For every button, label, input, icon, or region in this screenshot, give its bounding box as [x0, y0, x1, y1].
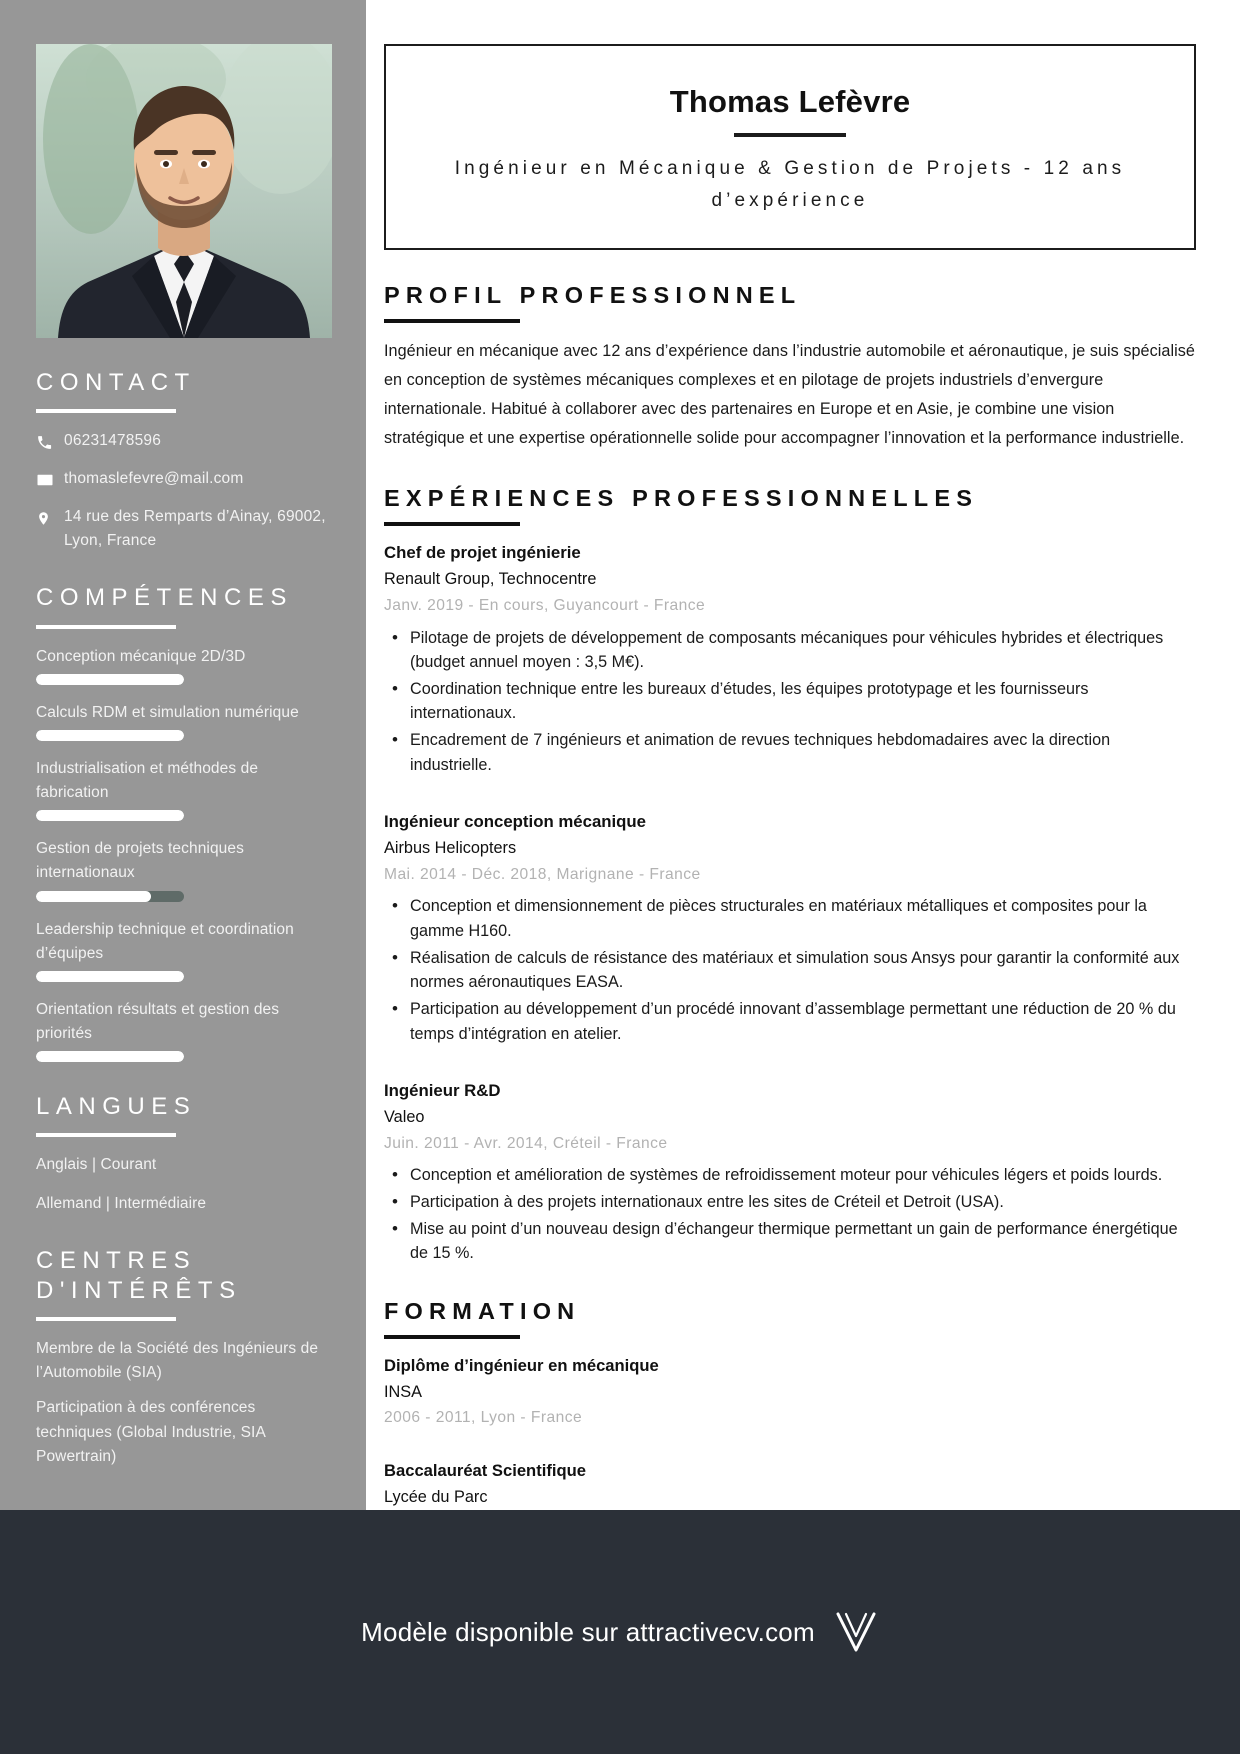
job-bullet: • Participation au développement d’un procédé innovant d’assemblage permettant une réduction de 20 % du temps d’intégration en atelier. — [384, 997, 1196, 1046]
education-heading: FORMATION — [384, 1297, 581, 1324]
main-content — [366, 0, 1240, 1510]
envelope-icon — [36, 469, 64, 491]
skill-level-fill — [36, 891, 151, 902]
skill-item — [36, 701, 330, 741]
profile-heading: PROFIL PROFESSIONNEL — [384, 281, 802, 308]
education-dates-location: 2006 - 2011, Lyon - France — [384, 1409, 583, 1427]
education-heading-rule — [384, 1335, 520, 1339]
footer-banner — [0, 1510, 1240, 1754]
skill-label: Leadership technique et coordination d’équipes — [36, 920, 294, 962]
contact-phone[interactable] — [36, 429, 330, 453]
job-bullet: • Pilotage de projets de développement de composants mécaniques pour véhicules hybrides et électriques (budget annuel moyen : 3,5 M€). — [384, 626, 1196, 675]
job-dates-location: Janv. 2019 - En cours, Guyancourt - France — [384, 597, 706, 615]
profile-photo — [36, 44, 332, 338]
name-divider — [734, 133, 846, 137]
interests-list — [36, 1337, 330, 1469]
candidate-tagline: Ingénieur en Mécanique & Gestion de Projets - 12 ans d’expérience — [454, 157, 1126, 212]
spacer — [384, 785, 1196, 809]
job-bullet: • Encadrement de 7 ingénieurs et animation de revues techniques hebdomadaires avec la direction industrielle. — [384, 728, 1196, 777]
job-bullet: • Participation à des projets internationaux entre les sites de Créteil et Detroit (USA). — [384, 1190, 1196, 1215]
interest-item: Membre de la Société des Ingénieurs de l’Automobile (SIA) — [36, 1339, 319, 1382]
location-pin-icon — [36, 507, 64, 529]
skill-level-bar — [36, 891, 184, 902]
phone-value: 06231478596 — [64, 432, 162, 450]
school-name: Lycée du Parc — [384, 1488, 488, 1507]
name-header-box — [384, 44, 1196, 250]
skill-item — [36, 757, 330, 821]
experience-item — [384, 1078, 1196, 1266]
profile-text: Ingénieur en mécanique avec 12 ans d’expérience dans l’industrie automobile et aéronautique, je suis spécialisé en conception de systèmes mécaniques complexes et en pilotage de projets industriels d’envergure internationale. Habitué à collaborer avec des partenaires en Europe et en Asie, je combine une vision stratégique et une expertise opérationnelle solide pour accompagner l’innovation et la performance industrielle. — [384, 341, 1195, 448]
skill-level-fill — [36, 1051, 184, 1062]
languages-heading-rule — [36, 1133, 176, 1137]
job-title: Ingénieur R&D — [384, 1081, 501, 1101]
job-bullet: • Réalisation de calculs de résistance des matériaux et simulation sous Ansys pour garantir la conformité aux normes aéronautiques EASA. — [384, 946, 1196, 995]
job-bullet: • Mise au point d’un nouveau design d’échangeur thermique permettant un gain de performance énergétique de 15 %. — [384, 1217, 1196, 1266]
skill-level-bar — [36, 810, 184, 821]
skills-heading: COMPÉTENCES — [36, 584, 293, 612]
degree-title: Diplôme d’ingénieur en mécanique — [384, 1355, 659, 1375]
spacer — [384, 1436, 1196, 1458]
degree-title: Baccalauréat Scientifique — [384, 1461, 586, 1481]
contact-address[interactable] — [36, 505, 330, 553]
skill-level-bar — [36, 1051, 184, 1062]
contact-heading: CONTACT — [36, 369, 196, 396]
job-dates-location: Juin. 2011 - Avr. 2014, Créteil - France — [384, 1134, 668, 1152]
experience-list — [384, 540, 1196, 1265]
language-item: Anglais | Courant — [36, 1156, 157, 1174]
skill-level-fill — [36, 730, 184, 741]
skills-heading-rule — [36, 625, 176, 629]
skill-level-bar — [36, 971, 184, 982]
candidate-name: Thomas Lefèvre — [669, 84, 911, 119]
interests-heading-rule — [36, 1317, 176, 1321]
job-bullet-list — [384, 894, 1196, 1046]
skill-label: Gestion de projets techniques internationaux — [36, 840, 244, 882]
email-value: thomaslefevre@mail.com — [64, 470, 244, 488]
contact-heading-rule — [36, 409, 176, 413]
job-bullet-list — [384, 1163, 1196, 1266]
skill-label: Calculs RDM et simulation numérique — [36, 703, 299, 721]
skill-item — [36, 645, 330, 685]
job-bullet: • Conception et amélioration de systèmes de refroidissement moteur pour véhicules légers et poids lourds. — [384, 1163, 1196, 1188]
skill-level-fill — [36, 674, 184, 685]
skill-level-fill — [36, 971, 184, 982]
education-item — [384, 1353, 1196, 1432]
interests-heading: CENTRES D'INTÉRÊTS — [36, 1246, 242, 1304]
experience-heading: EXPÉRIENCES PROFESSIONNELLES — [384, 485, 979, 512]
job-organization: Valeo — [384, 1108, 425, 1127]
skill-item — [36, 998, 330, 1062]
profile-heading-rule — [384, 319, 520, 323]
experience-heading-rule — [384, 522, 520, 526]
job-dates-location: Mai. 2014 - Déc. 2018, Marignane - France — [384, 865, 701, 883]
experience-item — [384, 809, 1196, 1046]
address-value: 14 rue des Remparts d’Ainay, 69002, Lyon, France — [64, 508, 326, 550]
job-bullet: • Conception et dimensionnement de pièces structurales en matériaux métalliques et composites pour la gamme H160. — [384, 894, 1196, 943]
phone-icon — [36, 431, 64, 453]
skill-label: Industrialisation et méthodes de fabrication — [36, 759, 259, 802]
job-organization: Renault Group, Technocentre — [384, 570, 597, 589]
job-bullet-list — [384, 626, 1196, 778]
skill-level-bar — [36, 674, 184, 685]
skill-level-bar — [36, 730, 184, 741]
languages-list — [36, 1153, 330, 1215]
language-item: Allemand | Intermédiaire — [36, 1194, 207, 1212]
spacer — [384, 1054, 1196, 1078]
skill-label: Conception mécanique 2D/3D — [36, 647, 246, 665]
job-title: Ingénieur conception mécanique — [384, 812, 647, 832]
skill-item — [36, 918, 330, 982]
job-organization: Airbus Helicopters — [384, 839, 517, 858]
skill-label: Orientation résultats et gestion des priorités — [36, 1000, 280, 1043]
attractivecv-logo-icon[interactable] — [833, 1610, 879, 1654]
skill-item — [36, 837, 330, 901]
job-bullet: • Coordination technique entre les bureaux d’études, les équipes prototypage et les fournisseurs internationaux. — [384, 677, 1196, 726]
interest-item: Participation à des conférences techniques (Global Industrie, SIA Powertrain) — [36, 1399, 266, 1465]
skills-list — [36, 645, 330, 1063]
sidebar — [0, 0, 366, 1510]
footer-text: Modèle disponible sur attractivecv.com — [361, 1616, 815, 1647]
skill-level-fill — [36, 810, 184, 821]
school-name: INSA — [384, 1382, 423, 1401]
job-title: Chef de projet ingénierie — [384, 543, 581, 563]
languages-heading: LANGUES — [36, 1093, 197, 1121]
experience-item — [384, 540, 1196, 777]
contact-email[interactable] — [36, 467, 330, 491]
